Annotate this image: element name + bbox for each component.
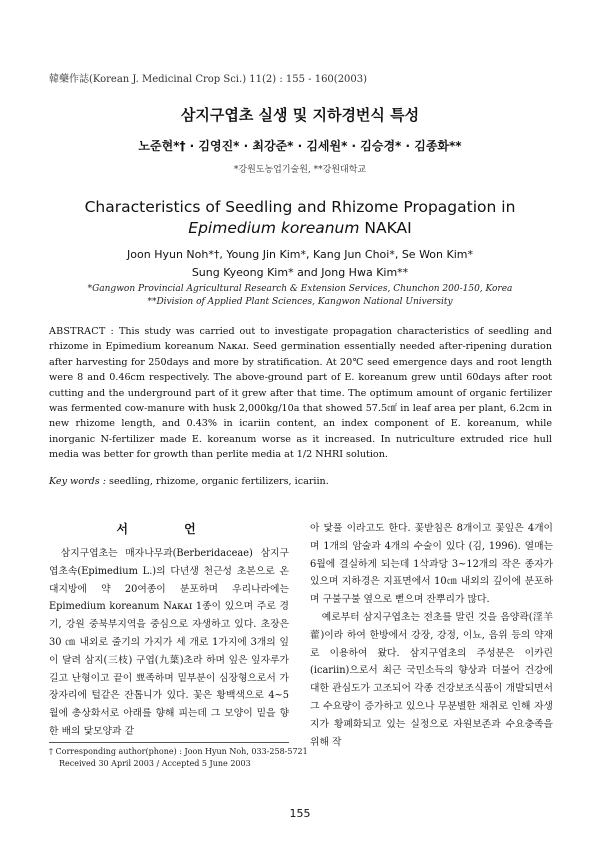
footnote [49, 746, 308, 770]
footnote-corresponding: † Corresponding author(phone) : Joon Hyun Noh, 033-258-5721 [49, 747, 308, 756]
affiliation-english-line1: *Gangwon Provincial Agricultural Research & Extension Services, Chunchon 200-150, Korea [87, 284, 513, 294]
left-paragraph-1: 삼지구엽초는 매자나무과(Berberidaceae) 삼지구엽초속(Epimedium L.)의 다년생 천근성 초본으로 온대지방에 약 20여종이 분포하며 우리나라에는 Epimedium koreanum Nᴀᴋᴀɪ 1종이 있으며 주로 경기, 강원 중북부지역을 중심으로 자생하고 있다. 초장은 30 ㎝ 내외로 줄기의 가지가 세 개로 1가지에 3개의 잎이 달려 삼지(三枝) 구엽(九葉)초라 하며 잎은 잎자루가 길고 난형이고 끝이 뾰족하며 밑부분이 심장형으로서 가장자리에 털같은 잔톱니가 있다. 꽃은 황백색으로 4~5월에 총상화서로 아래를 향해 피는데 그 모양이 밑을 향한 배의 닻모양과 같 [49, 548, 289, 737]
title-english-line1: Characteristics of Seedling and Rhizome Propagation in [84, 198, 516, 216]
keywords [49, 476, 329, 487]
journal-citation: 韓藥作誌(Korean J. Medicinal Crop Sci.) 11(2) : 155 - 160(2003) [49, 74, 368, 85]
abstract-text: This study was carried out to investigate propagation characteristics of seedling and rhizome in Epimedium koreanum Nᴀᴋᴀɪ. Seed germination essentially needed after-ripening duration after harvesting for 250days and more by stratification. At 20℃ seed emergence days and root length were 8 and 0.46cm respectively. The above-ground part of E. koreanum grew until 60days after root cutting and the underground part of it grew after that time. The optimum amount of organic fertilizer was fermented cow-manure with husk 2,000kg/10a that showed 57.5㎠ in leaf area per plant, 6.2cm in new rhizome length, and 0.43% in icariin content, an index component of E. koreanum, while inorganic N-fertilizer made E. koreanum worse as it increased. In nutriculture extruded rice hull media was better for growth than perlite media at 1/2 NHRI solution. [49, 326, 553, 461]
affiliation-english [0, 283, 600, 309]
title-korean: 삼지구엽초 실생 및 지하경번식 특성 [180, 106, 420, 124]
footnote-rule [49, 742, 289, 743]
abstract [49, 324, 552, 463]
authors-english-line2: Sung Kyeong Kim* and Jong Hwa Kim** [191, 266, 409, 279]
right-paragraph-2: 예로부터 삼지구엽초는 전초를 말린 것을 음양곽(淫羊藿)이라 하여 한방에서 강장, 강정, 이뇨, 음위 등의 약재로 이용하여 왔다. 삼지구엽초의 주성분은 이카린(icariin)으로서 최근 국민소득의 향상과 더불어 건강에 대한 관심도가 고조되어 각종 건강보조식품이 개발되면서 그 수요량이 증가하고 있으나 무분별한 채취로 인해 자생지가 황폐화되고 있는 실정으로 자원보존과 수요충족을 위해 작 [310, 611, 553, 748]
authors-english-line1: Joon Hyun Noh*†, Young Jin Kim*, Kang Jun Choi*, Se Won Kim* [127, 248, 473, 261]
section-heading-introduction: 서 언 [116, 522, 222, 536]
abstract-label: ABSTRACT : [49, 326, 119, 337]
footnote-dates: Received 30 April 2003 / Accepted 5 June 2003 [59, 759, 251, 768]
right-paragraph-1: 아 닻풀 이라고도 한다. 꽃받침은 8개이고 꽃잎은 4개이며 1개의 암술과 4개의 수술이 있다 (김, 1996). 열매는 6월에 결실하게 되는데 1삭과당 3~12개의 작은 종자가 있으며 지하경은 지표면에서 10㎝ 내외의 깊이에 분포하며 구불구불 옆으로 뻗으며 잔뿌리가 많다. [310, 523, 553, 606]
keywords-label: Key words : [49, 476, 110, 487]
species-author: NAKAI [359, 219, 412, 237]
affiliation-english-line2: **Division of Applied Plant Sciences, Kangwon National University [147, 297, 453, 307]
authors-english [0, 246, 600, 282]
left-column [49, 545, 289, 741]
affiliation-korean: *강원도농업기술원, **강원대학교 [233, 165, 367, 175]
title-english [0, 197, 600, 239]
page-number: 155 [289, 807, 311, 820]
right-column [310, 520, 553, 751]
authors-korean: 노준현*† · 김영진* · 최강준* · 김세원* · 김승경* · 김종화** [138, 139, 462, 153]
title-english-line2 [0, 218, 600, 239]
keywords-text: seedling, rhizome, organic fertilizers, icariin. [109, 476, 329, 487]
species-name: Epimedium koreanum [188, 219, 360, 237]
